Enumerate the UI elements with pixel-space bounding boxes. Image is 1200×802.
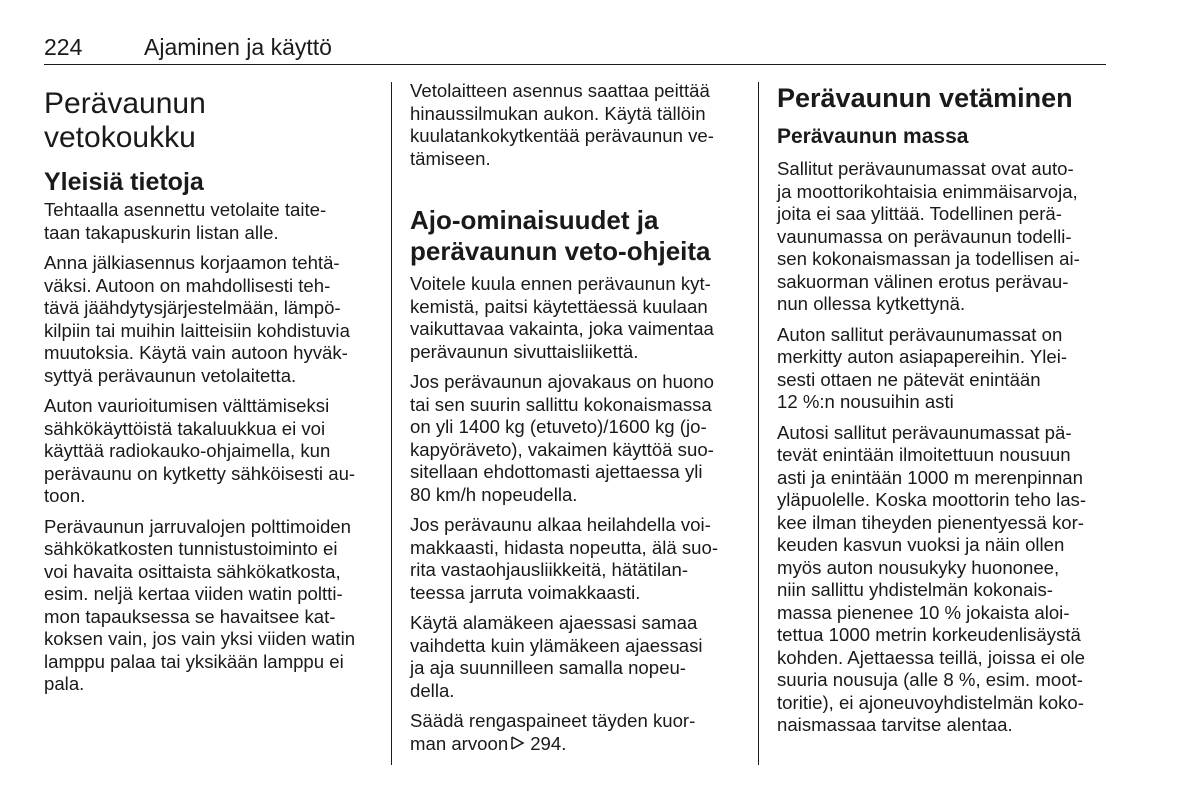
- paragraph: Voitele kuula ennen perävaunun kyt- kemistä, paitsi käytettäessä kuulaan vaikuttavaa vakainta, joka vaimentaa perävaunun sivuttaisliikettä.: [410, 273, 714, 362]
- paragraph: Käytä alamäkeen ajaessasi samaa vaihdetta kuin ylämäkeen ajaessasi ja aja suunnilleen samalla nopeu- della.: [410, 612, 703, 701]
- paragraph: Auton vaurioitumisen välttämiseksi sähkökäyttöistä takaluukkua ei voi käyttää radiokauko-ohjaimella, kun perävaunu on kytketty sähköisesti au- toon.: [44, 395, 356, 506]
- section-heading: Yleisiä tietoja: [44, 168, 204, 196]
- paragraph: Vetolaitteen asennus saattaa peittää hinaussilmukan aukon. Käytä tällöin kuulatankokytkentää perävaunun ve- tämiseen.: [410, 80, 714, 169]
- subsection-heading: Perävaunun massa: [777, 125, 969, 148]
- section-heading: Ajo-ominaisuudet ja perävaunun veto-ohjeita: [410, 205, 711, 266]
- paragraph: Auton sallitut perävaunumassat on merkitty auton asiapapereihin. Ylei- sesti ottaen ne pätevät enintään 12 %:n nousuihin asti: [777, 323, 1068, 412]
- column-divider: [391, 82, 392, 765]
- column-middle: [410, 80, 742, 764]
- paragraph: Perävaunun jarruvalojen polttimoiden sähkökatkosten tunnistustoiminto ei voi havaita osittaista sähkökatkosta, esim. neljä kertaa viiden watin poltti- mon tapauksessa se havaitsee kat- koksen vain, jos vain yksi viiden watin lamppu palaa tai yksikään lamppu ei pala.: [44, 515, 356, 694]
- page-header: [44, 34, 1106, 65]
- paragraph-with-reference: [410, 710, 742, 756]
- paragraph: Tehtaalla asennettu vetolaite taite- taan takapuskurin listan alle.: [44, 199, 327, 243]
- section-heading: Perävaunun vetäminen: [777, 83, 1073, 113]
- page-heading: Perävaunun vetokoukku: [44, 87, 206, 154]
- paragraph-text: Säädä rengaspaineet täyden kuor- man arvoon: [410, 710, 696, 754]
- paragraph: Sallitut perävaunumassat ovat auto- ja moottorikohtaisia enimmäisarvoja, joita ei saa ylittää. Todellinen perä- vaunumassa on perävaunun todelli- sen kokonaismassan ja todellisen ai- sakuorman välinen erotus perävau- nun ollessa kytkettynä.: [777, 158, 1080, 314]
- paragraph: Anna jälkiasennus korjaamon tehtä- väksi. Autoon on mahdollisesti teh- tävä jäähdytysjärjestelmään, lämpö- kilpiin tai muihin laitteisiin kohdistuvia muutoksia. Käytä vain autoon hyväk- syttyä perävaunun vetolaitetta.: [44, 252, 350, 386]
- page-number: 224: [44, 34, 83, 60]
- spacer: [410, 178, 742, 200]
- column-right: [777, 80, 1112, 745]
- paragraph: Jos perävaunu alkaa heilahdella voi- makkaasti, hidasta nopeutta, älä suo- rita vastaohjausliikkeitä, hätätilan- teessa jarruta voimakkaasti.: [410, 514, 719, 603]
- paragraph: Jos perävaunun ajovakaus on huono tai sen suurin sallittu kokonaismassa on yli 1400 kg (etuveto)/1600 kg (jo- kapyöräveto), vakaimen käyttöä suo- sitellaan ehdottomasti ajettaessa yli 80 km/h nopeudella.: [410, 371, 714, 505]
- page-reference[interactable]: 294.: [530, 732, 567, 754]
- section-title: Ajaminen ja käyttö: [144, 34, 332, 60]
- column-divider: [758, 82, 759, 765]
- page-reference-arrow-icon: [510, 734, 526, 757]
- column-left: [44, 80, 379, 704]
- paragraph: Autosi sallitut perävaunumassat pä- tevät enintään ilmoitettuun nousuun asti ja enintään 1000 m merenpinnan yläpuolelle. Koska moottorin teho las- kee ilman tiheyden pienentyessä kor- keuden kasvun vuoksi ja näin ollen myös auton nousukyky huononee, niin sallittu yhdistelmän kokonais- massa pienenee 10 % jokaista aloi- tettua 1000 metrin korkeudenlisäystä kohden. Ajettaessa teillä, joissa ei ole suuria nousuja (alle 8 %, esim. moot- toritie), ei ajoneuvoyhdistelmän koko- naismassaa tarvitse alentaa.: [777, 421, 1087, 735]
